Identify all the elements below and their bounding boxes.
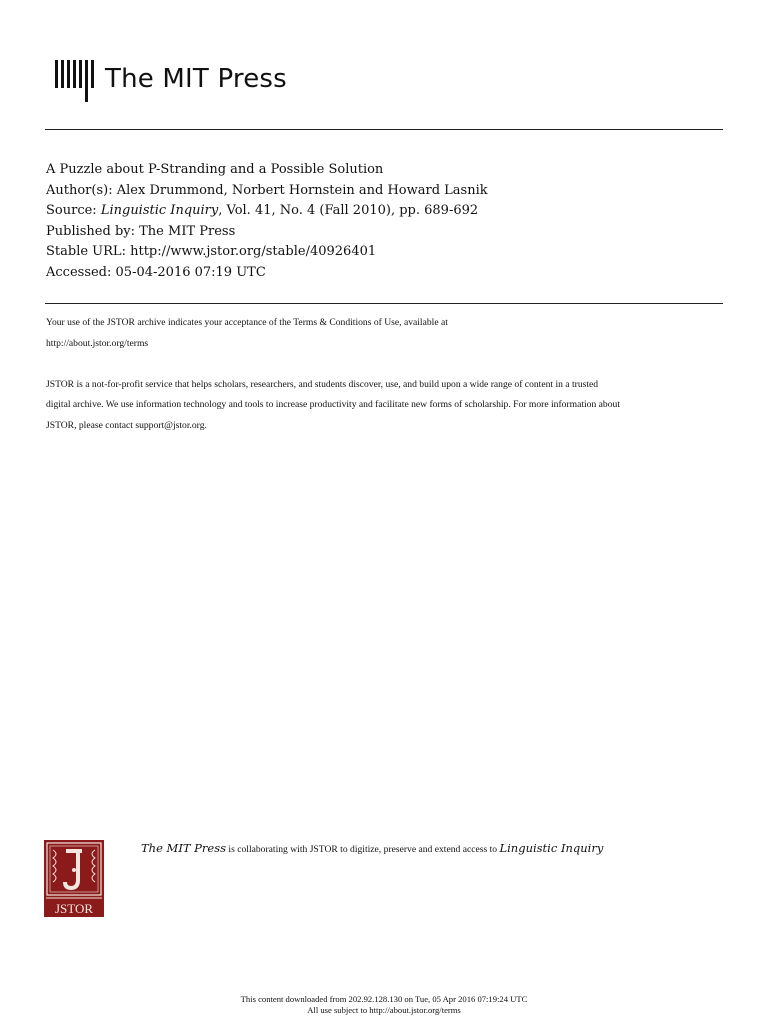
jstor-seal-icon [44, 840, 104, 917]
published-label: Published by: [46, 223, 135, 239]
authors-row [46, 181, 488, 202]
jstor-logo-text: JSTOR [54, 901, 94, 916]
source-details: , Vol. 41, No. 4 (Fall 2010), pp. 689-692 [218, 203, 479, 218]
mit-press-logo [55, 56, 287, 102]
accessed-value: 05-04-2016 07:19 UTC [115, 264, 266, 280]
middle-divider [45, 303, 723, 304]
accessed-label: Accessed: [46, 264, 112, 280]
article-metadata [46, 160, 488, 283]
accessed-row [46, 263, 488, 284]
article-title: A Puzzle about P-Stranding and a Possible Solution [46, 162, 384, 177]
stable-url-row [46, 242, 488, 263]
jstor-about-line-1: JSTOR is a not-for-profit service that helps scholars, researchers, and students discover, use, and build upon a wide range of content in a trusted [46, 378, 599, 390]
collab-publisher: The MIT Press [141, 841, 227, 855]
terms-line-1: Your use of the JSTOR archive indicates your acceptance of the Terms & Conditions of Use, available at [46, 317, 448, 328]
collaboration-note [141, 841, 603, 855]
source-label: Source: [46, 203, 97, 218]
source-journal: Linguistic Inquiry [100, 203, 219, 218]
source-row [46, 201, 488, 222]
authors-value: Alex Drummond, Norbert Hornstein and Howard Lasnik [116, 182, 488, 198]
jstor-logo [44, 840, 104, 917]
stable-url-link[interactable]: http://www.jstor.org/stable/40926401 [130, 244, 377, 259]
top-divider [45, 129, 723, 130]
jstor-about-line-2: digital archive. We use information technology and tools to increase productivity and facilitate new forms of scholarship. For more information about [46, 399, 620, 410]
footer-line-2: All use subject to http://about.jstor.org/terms [307, 1005, 461, 1015]
jstor-about-line-3: JSTOR, please contact support@jstor.org. [46, 419, 207, 431]
publisher-value: The MIT Press [139, 223, 236, 239]
terms-url-link[interactable]: http://about.jstor.org/terms [46, 337, 149, 349]
terms-notice [46, 313, 726, 436]
authors-label: Author(s): [46, 182, 113, 198]
publisher-row [46, 222, 488, 243]
footer-line-1: This content downloaded from 202.92.128.130 on Tue, 05 Apr 2016 07:19:24 UTC [240, 994, 528, 1004]
download-footer [0, 994, 768, 1016]
mit-press-bars-icon [55, 56, 95, 102]
logo-text: The MIT Press [105, 64, 287, 94]
collab-journal[interactable]: Linguistic Inquiry [499, 841, 604, 855]
stable-url-label: Stable URL: [46, 244, 126, 259]
collab-text: is collaborating with JSTOR to digitize, preserve and extend access to [226, 844, 500, 855]
